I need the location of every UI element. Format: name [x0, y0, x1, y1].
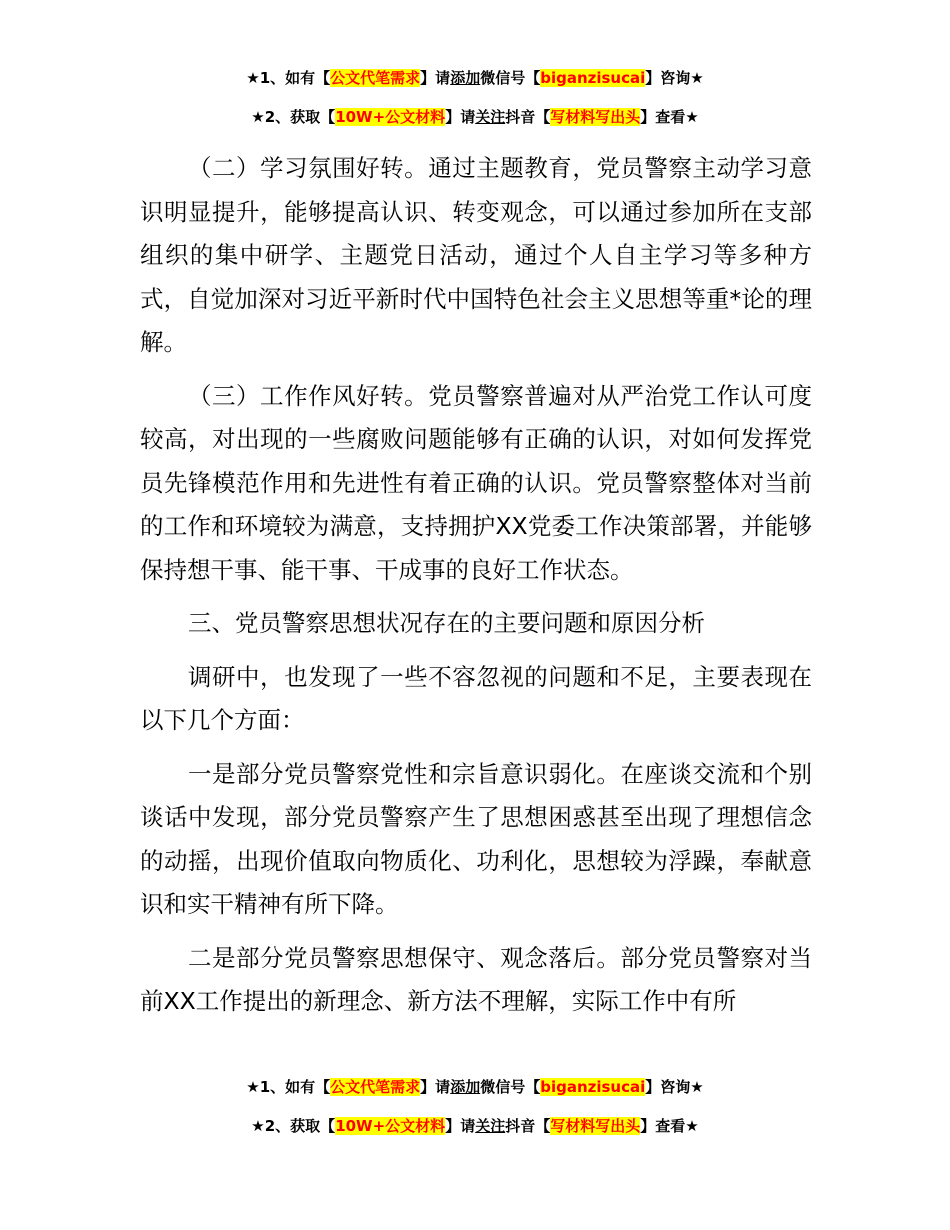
- banner-highlight: biganzisucai: [540, 1078, 646, 1096]
- footer-banner-line-2: [0, 1115, 950, 1137]
- banner-underlined-text: 关注: [475, 108, 506, 126]
- banner-highlight: 写材料写出头: [550, 1117, 641, 1135]
- header-banner-line-1: [0, 67, 950, 89]
- banner-highlight: biganzisucai: [540, 69, 646, 87]
- banner-text: 】咨询★: [645, 69, 704, 87]
- paragraph: 二是部分党员警察思想保守、观念落后。部分党员警察对当前XX工作提出的新理念、新方法不理解，实际工作中有所: [140, 943, 812, 1015]
- banner-text: 抖音【: [505, 1117, 551, 1135]
- banner-text: ★2、获取【: [251, 1117, 336, 1135]
- banner-text: 】请: [420, 69, 451, 87]
- banner-text: 微信号【: [480, 1078, 541, 1096]
- banner-highlight: 公文代笔需求: [330, 1078, 421, 1096]
- banner-text: ★1、如有【: [246, 1078, 331, 1096]
- banner-text: 】请: [445, 1117, 476, 1135]
- banner-text: ★2、获取【: [251, 108, 336, 126]
- banner-text: 】请: [420, 1078, 451, 1096]
- banner-underlined-text: 关注: [475, 1117, 506, 1135]
- banner-highlight: 公文代笔需求: [330, 69, 421, 87]
- header-banner-line-2: [0, 106, 950, 128]
- paragraph: （三）工作作风好转。党员警察普遍对从严治党工作认可度较高，对出现的一些腐败问题能够有正确的认识，对如何发挥党员先锋模范作用和先进性有着正确的认识。党员警察整体对当前的工作和环境较为满意，支持拥护XX党委工作决策部署，并能够保持想干事、能干事、干成事的良好工作状态。: [140, 381, 812, 584]
- banner-highlight: 写材料写出头: [550, 108, 641, 126]
- banner-text: 】查看★: [640, 108, 699, 126]
- paragraph: 调研中，也发现了一些不容忽视的问题和不足，主要表现在以下几个方面：: [140, 662, 812, 734]
- banner-text: ★1、如有【: [246, 69, 331, 87]
- banner-underlined-text: 添加: [450, 1078, 481, 1096]
- document-body: [140, 147, 812, 1024]
- banner-text: 】咨询★: [645, 1078, 704, 1096]
- banner-text: 微信号【: [480, 69, 541, 87]
- paragraph: 一是部分党员警察党性和宗旨意识弱化。在座谈交流和个别谈话中发现，部分党员警察产生了思想困惑甚至出现了理想信念的动摇，出现价值取向物质化、功利化，思想较为浮躁，奉献意识和实干精神有所下降。: [140, 759, 812, 918]
- section-heading: 三、党员警察思想状况存在的主要问题和原因分析: [188, 609, 705, 637]
- banner-text: 】请: [445, 108, 476, 126]
- banner-text: 抖音【: [505, 108, 551, 126]
- banner-highlight: 10W+公文材料: [335, 1117, 446, 1135]
- banner-highlight: 10W+公文材料: [335, 108, 446, 126]
- banner-underlined-text: 添加: [450, 69, 481, 87]
- paragraph: （二）学习氛围好转。通过主题教育，党员警察主动学习意识明显提升，能够提高认识、转变观念，可以通过参加所在支部组织的集中研学、主题党日活动，通过个人自主学习等多种方式，自觉加深对习近平新时代中国特色社会主义思想等重*论的理解。: [140, 154, 812, 356]
- footer-banner-line-1: [0, 1076, 950, 1098]
- banner-text: 】查看★: [640, 1117, 699, 1135]
